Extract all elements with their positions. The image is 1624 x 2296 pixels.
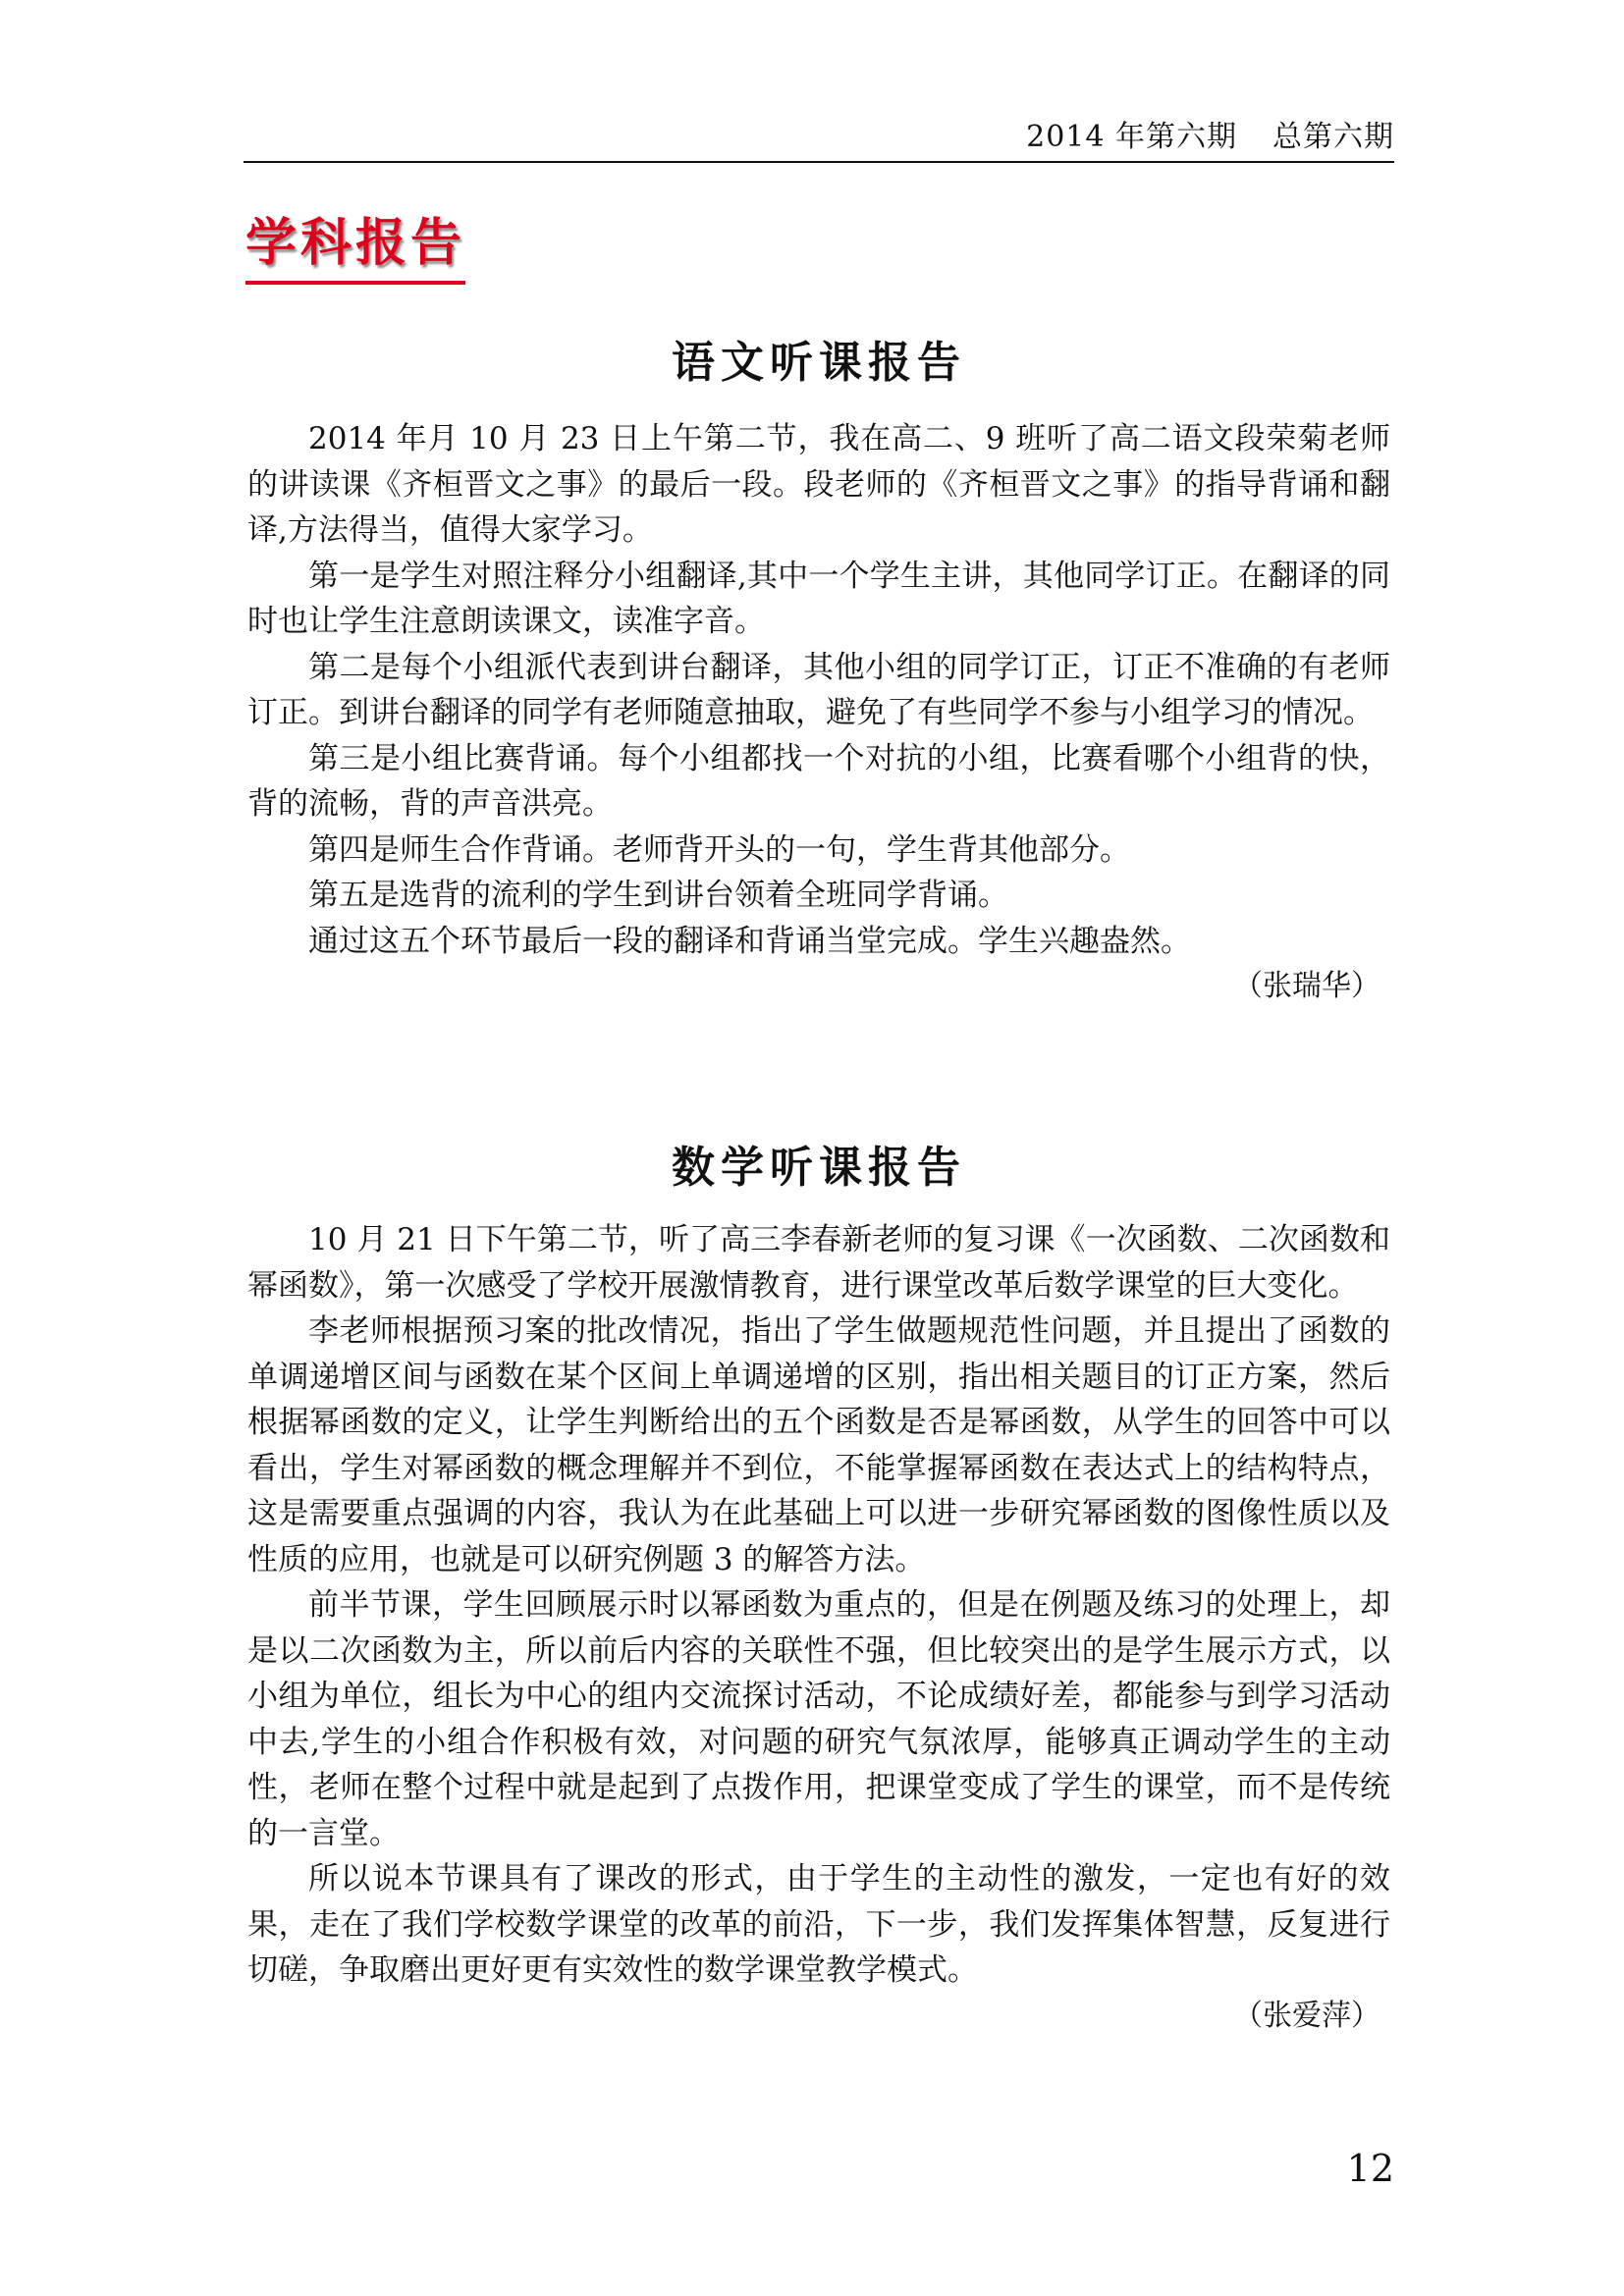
section-label: 学科报告 [245, 210, 465, 285]
paragraph: 前半节课，学生回顾展示时以幂函数为重点的，但是在例题及练习的处理上，却是以二次函数为主，所以前后内容的关联性不强，但比较突出的是学生展示方式，以小组为单位，组长为中心的组内交流探讨活动，不论成绩好差，都能参与到学习活动中去,学生的小组合作积极有效，对问题的研究气氛浓厚，能够真正调动学生的主动性，老师在整个过程中就是起到了点拨作用，把课堂变成了学生的课堂，而不是传统的一言堂。 [247, 1587, 1390, 1851]
header-issue: 2014 年第六期 [1026, 120, 1237, 154]
header-total-issue: 总第六期 [1272, 120, 1394, 154]
article-author: （张爱萍） [1233, 1998, 1380, 2033]
article-body-math [247, 1217, 1390, 2039]
running-header [244, 116, 1394, 159]
paragraph: 所以说本节课具有了课改的形式，由于学生的主动性的激发，一定也有好的效果，走在了我们学校数学课堂的改革的前沿，下一步，我们发挥集体智慧，反复进行切磋，争取磨出更好更有实效性的数学课堂教学模式。 [247, 1861, 1390, 1988]
paragraph: 第四是师生合作背诵。老师背开头的一句，学生背其他部分。 [308, 831, 1130, 868]
page-number: 12 [1346, 2147, 1394, 2190]
article-body-chinese [247, 416, 1390, 1009]
paragraph: 第三是小组比赛背诵。每个小组都找一个对抗的小组，比赛看哪个小组背的快，背的流畅，背的声音洪亮。 [247, 740, 1390, 822]
paragraph: 第二是每个小组派代表到讲台翻译，其他小组的同学订正，订正不准确的有老师订正。到讲台翻译的同学有老师随意抽取，避免了有些同学不参与小组学习的情况。 [247, 649, 1390, 730]
paragraph: 10 月 21 日下午第二节，听了高三李春新老师的复习课《一次函数、二次函数和幂函数》，第一次感受了学校开展激情教育，进行课堂改革后数学课堂的巨大变化。 [247, 1222, 1390, 1304]
paragraph: 第一是学生对照注释分小组翻译,其中一个学生主讲，其他同学订正。在翻译的同时也让学生注意朗读课文，读准字音。 [247, 558, 1390, 639]
header-divider [244, 161, 1394, 163]
paragraph: 李老师根据预习案的批改情况，指出了学生做题规范性问题，并且提出了函数的单调递增区间与函数在某个区间上单调递增的区别，指出相关题目的订正方案，然后根据幂函数的定义，让学生判断给出的五个函数是否是幂函数，从学生的回答中可以看出，学生对幂函数的概念理解并不到位，不能掌握幂函数在表达式上的结构特点，这是需要重点强调的内容，我认为在此基础上可以进一步研究幂函数的图像性质以及性质的应用，也就是可以研究例题 3 的解答方法。 [247, 1313, 1390, 1577]
article-title-chinese: 语文听课报告 [672, 338, 966, 388]
article-title-math: 数学听课报告 [672, 1143, 966, 1193]
article-author: （张瑞华） [1233, 969, 1380, 1003]
paragraph: 第五是选背的流利的学生到讲台领着全班同学背诵。 [308, 878, 1008, 913]
paragraph: 通过这五个环节最后一段的翻译和背诵当堂完成。学生兴趣盎然。 [308, 923, 1191, 959]
paragraph: 2014 年月 10 月 23 日上午第二节，我在高二、9 班听了高二语文段荣菊老师的讲读课《齐桓晋文之事》的最后一段。段老师的《齐桓晋文之事》的指导背诵和翻译,方法得当，值得大家学习。 [247, 421, 1390, 548]
